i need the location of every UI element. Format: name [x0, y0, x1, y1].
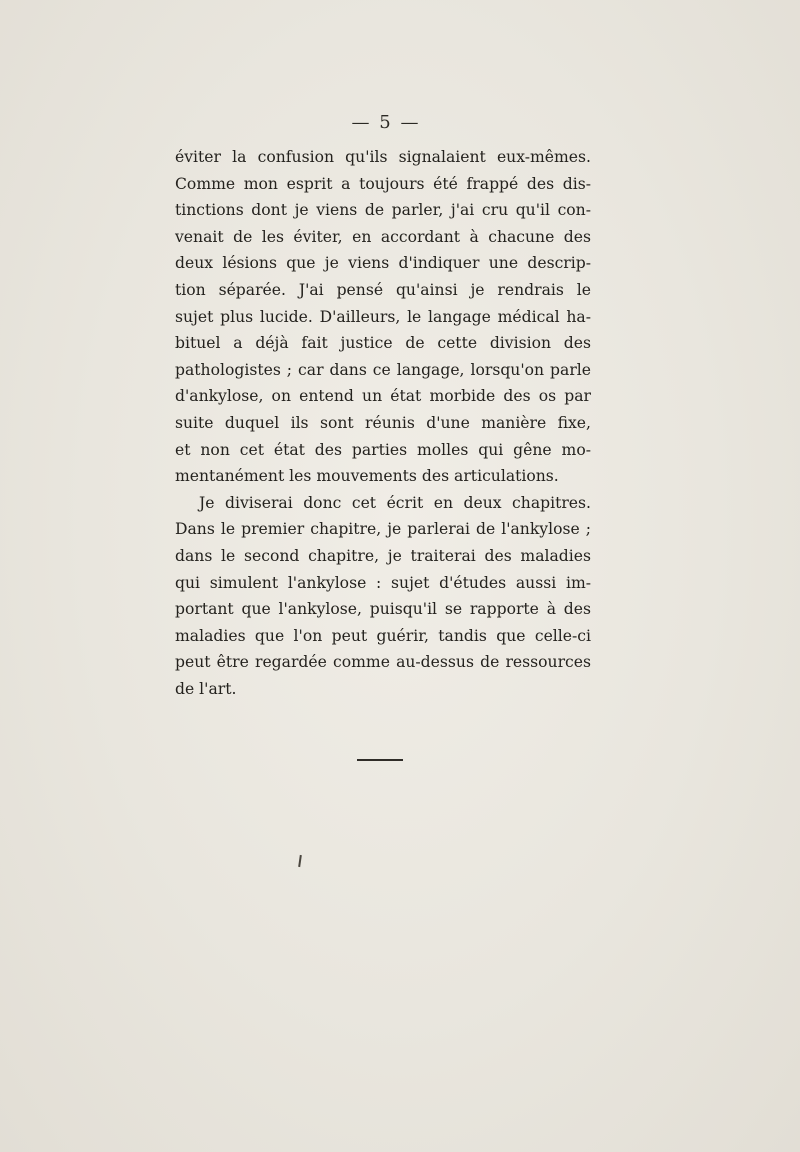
body-text [175, 144, 591, 702]
section-divider-rule [357, 759, 403, 761]
text-line: suite duquel ils sont réunis d'une manière fixe, [175, 413, 591, 432]
text-line: sujet plus lucide. D'ailleurs, le langage médical ha- [175, 307, 591, 326]
text-line: bituel a déjà fait justice de cette division des [175, 334, 591, 353]
text-line: venait de les éviter, en accordant à chacune des [175, 227, 591, 246]
text-line: maladies que l'on peut guérir, tandis que celle-ci [175, 626, 591, 645]
text-line: d'ankylose, on entend un état morbide des os par [175, 387, 591, 406]
text-line: Dans le premier chapitre, je parlerai de l'ankylose ; [175, 520, 591, 539]
text-line: mentanément les mouvements des articulations. [175, 467, 559, 486]
text-line: qui simulent l'ankylose : sujet d'études aussi im- [175, 573, 591, 592]
text-line: deux lésions que je viens d'indiquer une descrip- [175, 254, 591, 273]
text-line: tinctions dont je viens de parler, j'ai cru qu'il con- [175, 201, 591, 220]
text-line: et non cet état des parties molles qui gêne mo- [175, 440, 591, 459]
text-line: peut être regardée comme au-dessus de ressources [175, 653, 591, 672]
text-line: éviter la confusion qu'ils signalaient eux-mêmes. [175, 148, 591, 166]
page-number: — 5 — [351, 112, 421, 133]
ink-speck [298, 855, 302, 867]
text-line: portant que l'ankylose, puisqu'il se rapporte à des [175, 600, 591, 619]
text-line: de l'art. [175, 679, 237, 698]
text-line: pathologistes ; car dans ce langage, lorsqu'on parle [175, 360, 591, 379]
text-line: Comme mon esprit a toujours été frappé des dis- [175, 174, 591, 193]
text-line: Je diviserai donc cet écrit en deux chapitres. [199, 493, 591, 512]
text-line: dans le second chapitre, je traiterai des maladies [175, 546, 591, 565]
text-line: tion séparée. J'ai pensé qu'ainsi je rendrais le [175, 280, 591, 299]
